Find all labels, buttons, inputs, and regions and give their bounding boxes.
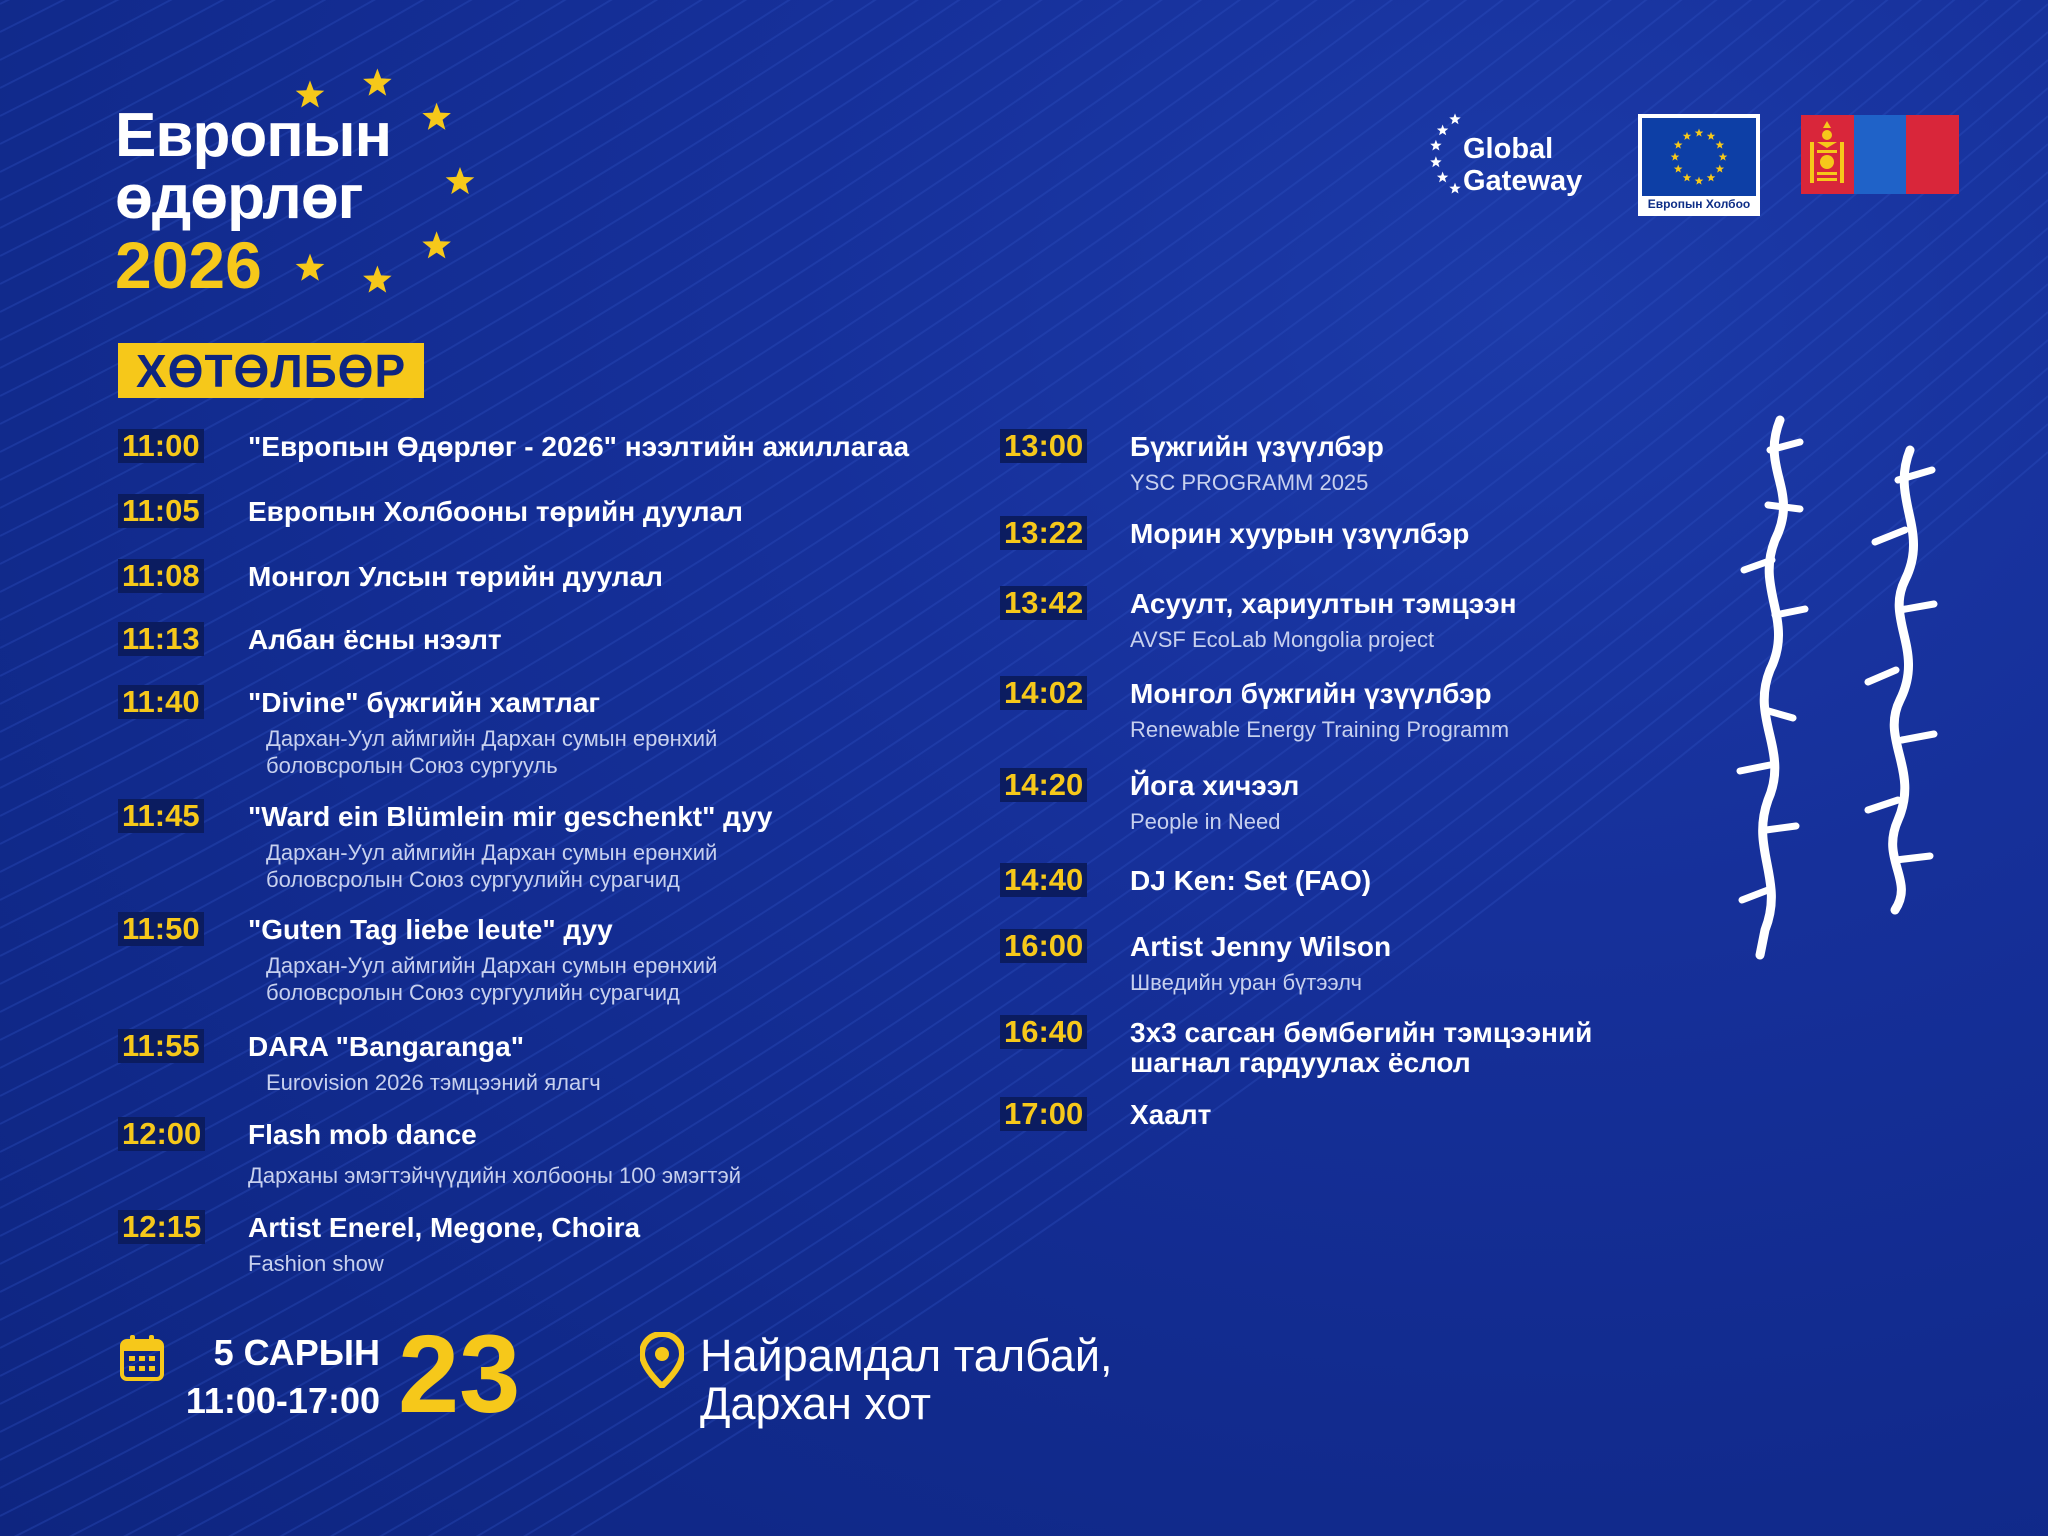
- schedule-title: "Ward ein Blümlein mir geschenkt" дуу: [248, 801, 773, 832]
- schedule-subtitle: YSC PROGRAMM 2025: [1130, 470, 1369, 495]
- schedule-title: DARA "Bangaranga": [248, 1031, 524, 1062]
- mongolian-script-calligraphy: [1720, 410, 1980, 970]
- schedule-subtitle: Шведийн уран бүтээлч: [1130, 970, 1362, 995]
- schedule-title: Йога хичээл: [1130, 770, 1300, 801]
- eu-flag-logo: [1638, 114, 1760, 216]
- schedule-time: 11:00: [118, 429, 204, 463]
- schedule-title: Монгол Улсын төрийн дуулал: [248, 561, 663, 592]
- schedule-subtitle: Дархан-Уул аймгийн Дархан сумын ерөнхий боловсролын Союз сургуулийн сурагчид: [266, 953, 718, 1005]
- title-line-1: Европын: [115, 101, 392, 170]
- schedule-time: 13:22: [1000, 516, 1087, 550]
- soyombo-icon: [1801, 115, 1853, 194]
- schedule-subtitle: AVSF EcoLab Mongolia project: [1130, 627, 1435, 652]
- schedule-subtitle: Fashion show: [248, 1251, 384, 1276]
- schedule-title: "Европын Өдөрлөг - 2026" нээлтийн ажиллагаа: [248, 431, 910, 462]
- eu-flag-icon: [1642, 118, 1756, 196]
- schedule-time: 11:55: [118, 1029, 204, 1063]
- schedule-title: "Guten Tag liebe leute" дуу: [248, 914, 613, 945]
- schedule-time: 14:20: [1000, 768, 1087, 802]
- schedule-subtitle: Eurovision 2026 тэмцээний ялагч: [266, 1070, 601, 1095]
- schedule-subtitle: Дарханы эмэгтэйчүүдийн холбооны 100 эмэгтэй: [248, 1163, 742, 1188]
- schedule-title: "Divine" бүжгийн хамтлаг: [248, 687, 601, 718]
- schedule-subtitle: People in Need: [1130, 809, 1281, 834]
- schedule-time: 17:00: [1000, 1097, 1087, 1131]
- schedule-title: Бүжгийн үзүүлбэр: [1130, 431, 1384, 462]
- schedule-time: 16:40: [1000, 1015, 1087, 1049]
- schedule-title: Хаалт: [1130, 1099, 1212, 1130]
- schedule-time: 14:40: [1000, 863, 1087, 897]
- date-hours: 11:00-17:00: [185, 1380, 380, 1421]
- schedule-time: 16:00: [1000, 929, 1087, 963]
- global-gateway-text-2: Gateway: [1463, 165, 1583, 197]
- schedule-title: DJ Ken: Set (FAO): [1130, 865, 1372, 896]
- global-gateway-logo: [1425, 108, 1625, 203]
- schedule-time: 12:15: [118, 1210, 205, 1244]
- mongolia-flag-icon: [1801, 115, 1959, 194]
- schedule-time: 11:05: [118, 494, 204, 528]
- eu-stars-icon: [290, 60, 510, 300]
- schedule-title: Монгол бүжгийн үзүүлбэр: [1130, 678, 1492, 709]
- schedule-title: 3x3 сагсан бөмбөгийн тэмцээний: [1130, 1017, 1593, 1048]
- date-day: 23: [398, 1313, 521, 1436]
- schedule-time: 11:13: [118, 622, 204, 656]
- schedule-subtitle: Дархан-Уул аймгийн Дархан сумын ерөнхий боловсролын Союз сургуулийн сурагчид: [266, 840, 718, 892]
- schedule-title: Flash mob dance: [248, 1119, 477, 1150]
- schedule-title: Албан ёсны нээлт: [248, 624, 502, 655]
- schedule-subtitle: Renewable Energy Training Programm: [1130, 717, 1510, 742]
- schedule-time: 13:42: [1000, 586, 1087, 620]
- schedule-time: 11:08: [118, 559, 204, 593]
- schedule-right: [1000, 429, 1700, 1149]
- schedule-time: 13:00: [1000, 429, 1087, 463]
- global-gateway-text-1: Global: [1463, 133, 1554, 165]
- schedule-title: Морин хуурын үзүүлбэр: [1130, 518, 1470, 549]
- schedule-title: Асуулт, хариултын тэмцээн: [1130, 588, 1517, 619]
- program-heading: ХӨТӨЛБӨР: [118, 343, 424, 398]
- schedule-time: 11:50: [118, 912, 204, 946]
- title-year: 2026: [115, 228, 262, 302]
- schedule-time: 12:00: [118, 1117, 205, 1151]
- schedule-title: Европын Холбооны төрийн дуулал: [248, 496, 743, 527]
- schedule-subtitle: Дархан-Уул аймгийн Дархан сумын ерөнхий боловсролын Союз сургууль: [266, 726, 718, 778]
- location-pin-icon: [640, 1332, 684, 1388]
- schedule-left: [118, 429, 988, 1289]
- schedule-time: 11:45: [118, 799, 204, 833]
- schedule-title: Artist Jenny Wilson: [1130, 931, 1392, 962]
- calendar-icon: [120, 1333, 164, 1381]
- date-month: 5 САРЫН: [213, 1332, 380, 1373]
- title-line-2: өдөрлөг: [115, 163, 363, 232]
- schedule-title-line-2: шагнал гардуулах ёслол: [1130, 1047, 1471, 1078]
- schedule-title: Artist Enerel, Megone, Choira: [248, 1212, 641, 1243]
- eu-caption: Европын Холбоо: [1647, 197, 1751, 211]
- schedule-time: 11:40: [118, 685, 204, 719]
- venue-address: Найрамдал талбай, Дархан хот: [700, 1330, 1113, 1429]
- schedule-time: 14:02: [1000, 676, 1087, 710]
